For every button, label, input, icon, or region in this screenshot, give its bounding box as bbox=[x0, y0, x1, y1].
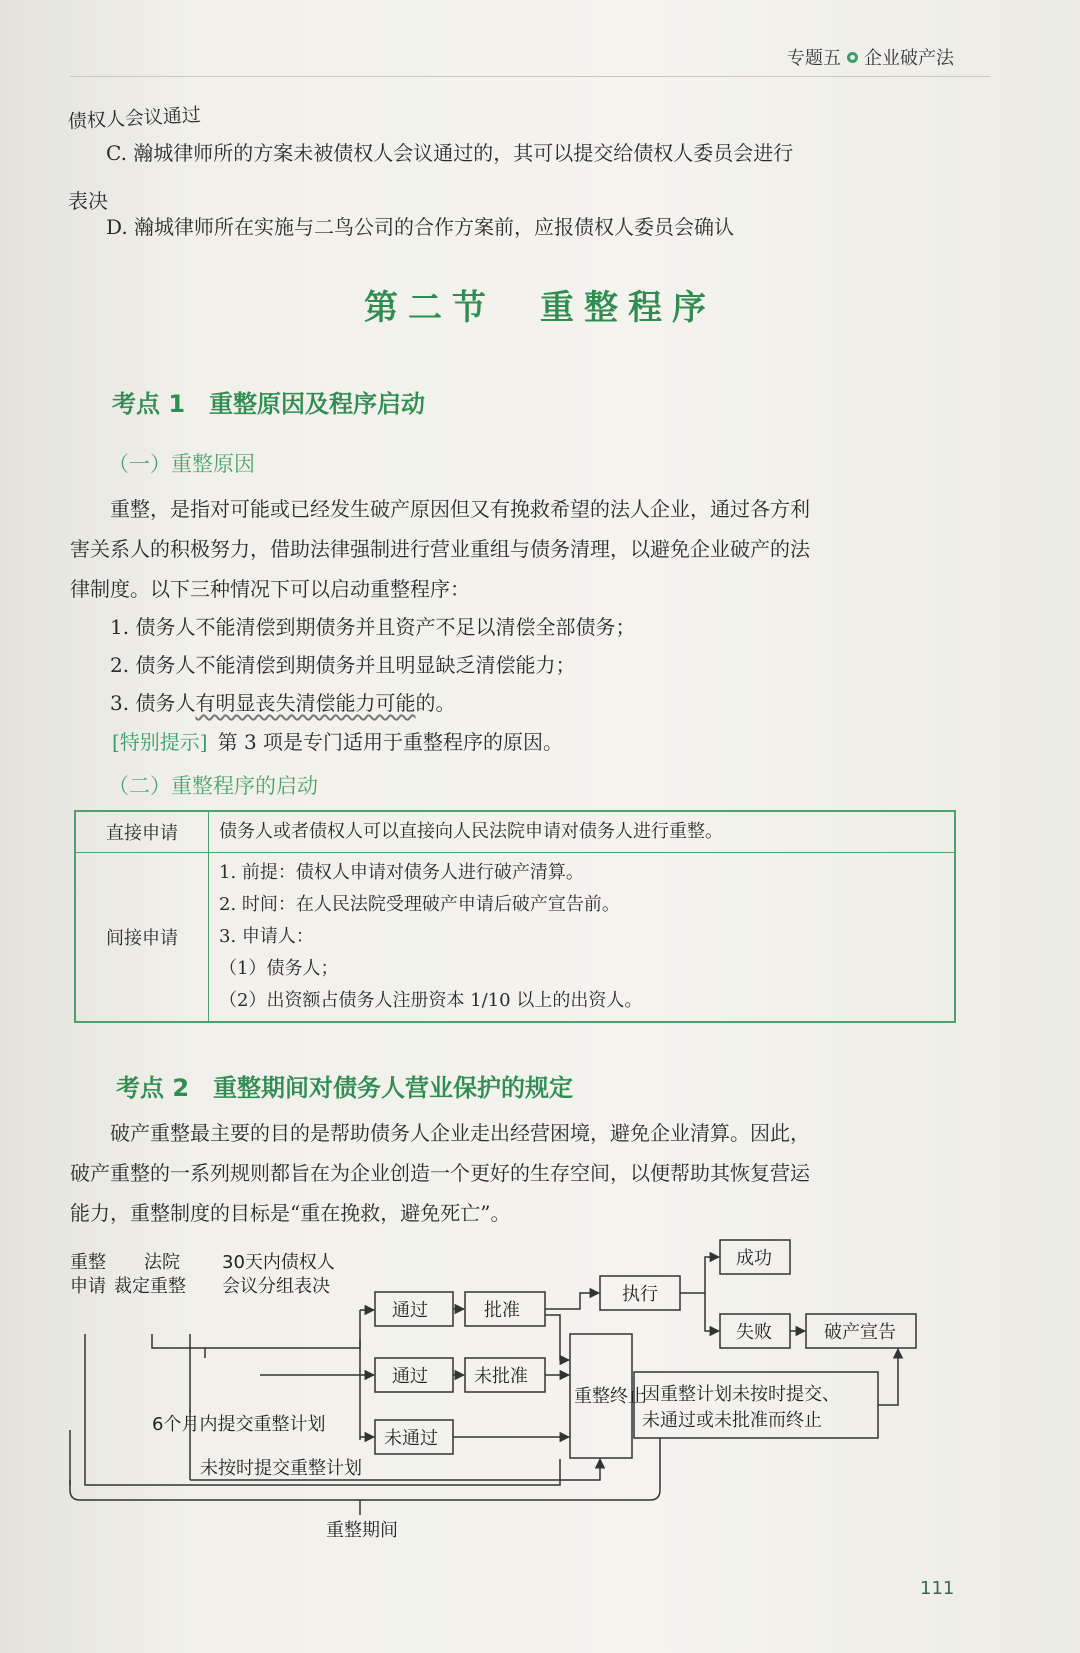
fc-court-1: 法院 bbox=[144, 1252, 180, 1273]
knowledge-point-2-title: 考点 2 重整期间对债务人营业保护的规定 bbox=[116, 1074, 574, 1102]
fc-execute: 执行 bbox=[622, 1284, 658, 1305]
option-c-line: C. 瀚城律师所的方案未被债权人会议通过的，其可以提交给债权人委员会进行 bbox=[106, 141, 794, 165]
page-number: 111 bbox=[920, 1578, 955, 1599]
subsection-reasons-title: （一）重整原因 bbox=[108, 452, 255, 476]
fc-failure: 失败 bbox=[736, 1322, 772, 1343]
fc-pass-2: 通过 bbox=[392, 1366, 428, 1387]
emphasis-underline: 有明显丧失清偿能力可能 bbox=[195, 691, 416, 715]
paragraph-line: 破产重整的一系列规则都旨在为企业创造一个更好的生存空间，以便帮助其恢复营运 bbox=[70, 1161, 810, 1185]
header-rule bbox=[70, 76, 990, 77]
table-line: 3. 申请人： bbox=[219, 926, 314, 947]
fc-court-2: 裁定重整 bbox=[114, 1276, 186, 1297]
table-line: （2）出资额占债务人注册资本 1/10 以上的出资人。 bbox=[219, 990, 643, 1011]
option-c-continued: 表决 bbox=[68, 189, 108, 213]
fc-fail: 未通过 bbox=[384, 1428, 438, 1449]
fc-bankrupt: 破产宣告 bbox=[824, 1322, 896, 1343]
special-tip bbox=[112, 726, 563, 755]
paragraph-line: 重整，是指对可能或已经发生破产原因但又有挽救希望的法人企业，通过各方利 bbox=[110, 497, 810, 521]
fc-terminate-reason-2: 未通过或未批准而终止 bbox=[642, 1410, 822, 1431]
table-row bbox=[75, 811, 955, 853]
fc-approve: 批准 bbox=[484, 1300, 520, 1321]
list-item: 1. 债务人不能清偿到期债务并且资产不足以清偿全部债务； bbox=[110, 615, 636, 639]
section-title: 第二节 重整程序 bbox=[364, 288, 716, 328]
option-d-line: D. 瀚城律师所在实施与二鸟公司的合作方案前，应报债权人委员会确认 bbox=[106, 215, 735, 239]
fc-vote-1: 30天内债权人 bbox=[222, 1252, 335, 1273]
knowledge-point-1-title: 考点 1 重整原因及程序启动 bbox=[112, 390, 426, 418]
fc-period: 重整期间 bbox=[326, 1520, 398, 1541]
special-tip-text: 第 3 项是专门适用于重整程序的原因。 bbox=[217, 730, 564, 754]
paragraph-line: 律制度。以下三种情况下可以启动重整程序： bbox=[70, 577, 470, 601]
fc-not-submitted: 未按时提交重整计划 bbox=[200, 1458, 362, 1479]
fc-terminate: 重整终止 bbox=[574, 1386, 646, 1407]
special-tip-tag: [特别提示] bbox=[112, 730, 208, 754]
table-line: 1. 前提：债权人申请对债务人进行破产清算。 bbox=[219, 862, 584, 883]
handwritten-line-1: 债权人会议通过 bbox=[67, 104, 202, 133]
fc-vote-2: 会议分组表决 bbox=[222, 1276, 330, 1297]
header-chapter: 专题五 bbox=[787, 48, 841, 69]
subsection-start-title: （二）重整程序的启动 bbox=[108, 774, 318, 798]
list-item-3-end: 的。 bbox=[415, 691, 456, 715]
fc-success: 成功 bbox=[736, 1248, 772, 1269]
table-cell-body: 债务人或者债权人可以直接向人民法院申请对债务人进行重整。 bbox=[209, 811, 956, 853]
fc-six-months: 6个月内提交重整计划 bbox=[152, 1414, 326, 1435]
fc-terminate-reason-1: 因重整计划未按时提交、 bbox=[642, 1384, 840, 1405]
fc-start-2: 申请 bbox=[70, 1276, 106, 1297]
table-cell-body bbox=[209, 853, 956, 1023]
list-item: 2. 债务人不能清偿到期债务并且明显缺乏清偿能力； bbox=[110, 653, 576, 677]
paragraph-line: 破产重整最主要的目的是帮助债务人企业走出经营困境，避免企业清算。因此， bbox=[110, 1121, 810, 1145]
fc-start-1: 重整 bbox=[70, 1252, 106, 1273]
list-item-3-start: 3. 债务人 bbox=[110, 691, 196, 715]
header-section: 企业破产法 bbox=[864, 48, 954, 69]
table-row bbox=[75, 853, 955, 1023]
list-item-3 bbox=[110, 688, 455, 719]
table-cell-head: 直接申请 bbox=[75, 811, 209, 853]
paragraph-line: 能力，重整制度的目标是“重在挽救，避免死亡”。 bbox=[70, 1201, 511, 1225]
bullet-dot-icon bbox=[847, 52, 858, 63]
running-header bbox=[787, 44, 954, 70]
application-table bbox=[74, 810, 956, 1023]
table-cell-head: 间接申请 bbox=[75, 853, 209, 1023]
table-line: （1）债务人； bbox=[219, 958, 339, 979]
fc-pass-1: 通过 bbox=[392, 1300, 428, 1321]
reorganization-flowchart bbox=[60, 1230, 960, 1560]
paragraph-line: 害关系人的积极努力，借助法律强制进行营业重组与债务清理，以避免企业破产的法 bbox=[70, 537, 810, 561]
table-line: 2. 时间：在人民法院受理破产申请后破产宣告前。 bbox=[219, 894, 620, 915]
fc-not-approve: 未批准 bbox=[474, 1366, 528, 1387]
